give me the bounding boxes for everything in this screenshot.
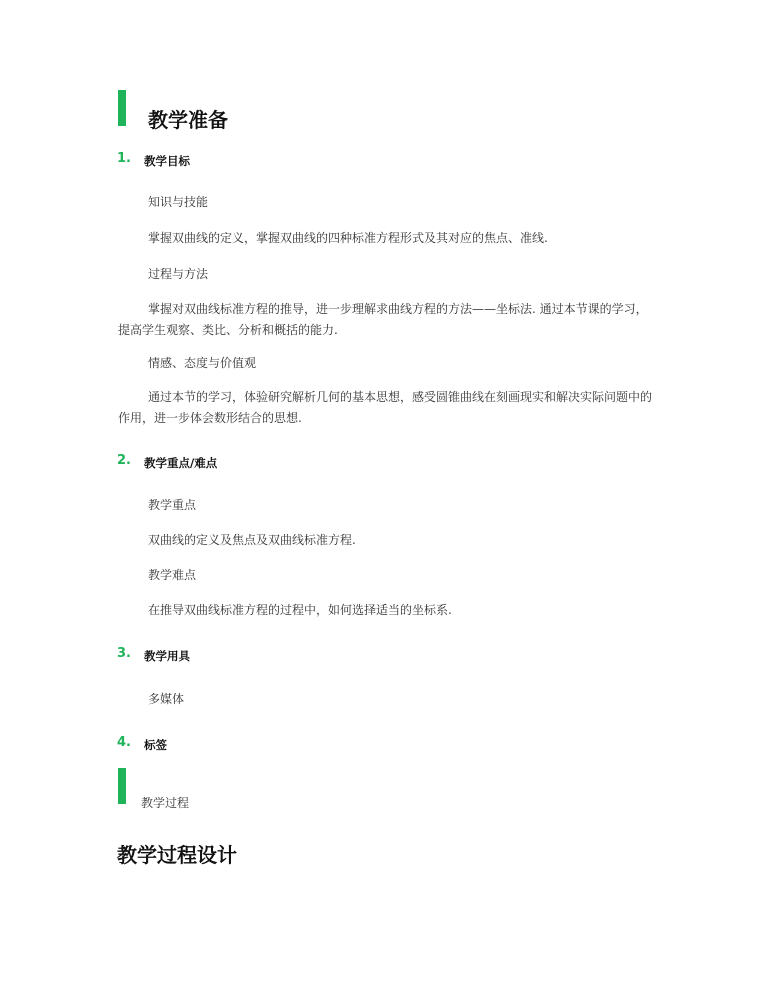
section-heading-process: 教学过程设计 [117,843,237,867]
section-title-keypoints: 教学重点/难点 [144,456,218,470]
subheading-process: 过程与方法 [148,267,209,281]
paragraph: 双曲线的定义及焦点及双曲线标准方程. [148,533,356,547]
section-title-objectives: 教学目标 [144,154,190,168]
paragraph: 掌握对双曲线标准方程的推导，进一步理解求曲线方程的方法——坐标法. 通过本节课的学习，提高学生观察、类比、分析和概括的能力. [118,302,648,337]
section-number: 4. [117,735,131,750]
paragraph: 掌握双曲线的定义，掌握双曲线的四种标准方程形式及其对应的焦点、准线. [148,231,548,245]
section-title-tools: 教学用具 [144,649,190,663]
paragraph: 在推导双曲线标准方程的过程中，如何选择适当的坐标系. [148,603,452,617]
label-accent-bar [118,768,126,804]
subheading-key: 教学重点 [148,498,197,512]
page-title: 教学准备 [148,108,228,132]
subheading-difficulty: 教学难点 [148,568,197,582]
paragraph: 多媒体 [148,692,185,706]
section-number: 3. [117,646,131,661]
section-number: 2. [117,453,131,468]
heading-accent-bar [118,90,126,126]
paragraph: 通过本节的学习，体验研究解析几何的基本思想，感受圆锥曲线在刻画现实和解决实际问题中的作用，进一步体会数形结合的思想. [118,390,653,425]
section-number: 1. [117,151,131,166]
subheading-attitude: 情感、态度与价值观 [148,356,257,370]
subheading-knowledge: 知识与技能 [148,195,209,209]
section-title-tags: 标签 [144,738,167,752]
tag-label: 教学过程 [141,796,190,810]
